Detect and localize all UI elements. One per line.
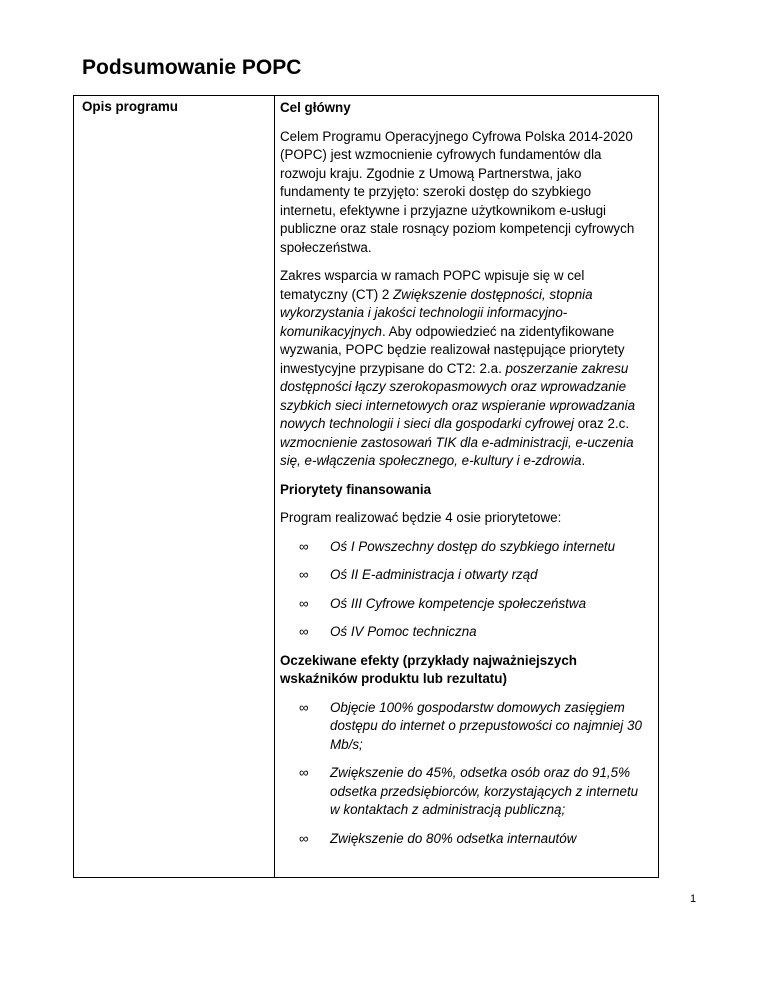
italic-run: poszerzanie zakresu dostępności łączy szerokopasmowych oraz wprowadzanie szybkich sieci internetowych oraz wspieranie wprowadzania nowych technologii i sieci dla gospodarki cyfrowej xyxy=(280,360,636,431)
list-item xyxy=(280,699,650,755)
right-column-content xyxy=(280,99,650,858)
list-item-text: Oś III Cyfrowe kompetencje społeczeństwa xyxy=(330,595,587,611)
bullet-icon: ∞ xyxy=(299,830,309,846)
section-heading-priorytety: Priorytety finansowania xyxy=(280,481,432,497)
paragraph-priorytety-intro: Program realizować będzie 4 osie priorytetowe: xyxy=(280,510,562,525)
list-item-text: Objęcie 100% gospodarstw domowych zasięgiem dostępu do internet o przepustowości co najmniej 30 Mb/s; xyxy=(330,699,642,752)
list-item xyxy=(280,764,650,820)
list-item xyxy=(280,830,650,849)
left-column-header: Opis programu xyxy=(82,99,178,114)
text-run: oraz 2.c. xyxy=(574,416,630,431)
bullet-icon: ∞ xyxy=(299,538,309,554)
effects-list xyxy=(280,699,650,849)
list-item xyxy=(280,623,650,642)
section-heading-cel: Cel główny xyxy=(280,100,351,115)
list-item-text: Oś IV Pomoc techniczna xyxy=(330,624,477,639)
list-item xyxy=(280,566,650,585)
priority-axes-list xyxy=(280,538,650,642)
program-table xyxy=(73,95,659,878)
paragraph-cel-2 xyxy=(280,267,650,471)
text-run: . xyxy=(581,453,586,468)
list-item-text: Oś II E-administracja i otwarty rząd xyxy=(330,567,538,582)
column-divider xyxy=(274,96,275,877)
italic-run: Zwiększenie dostępności, stopnia wykorzystania i jakości technologii informacyjno-komunikacyjnych xyxy=(280,286,593,339)
paragraph-cel-1: Celem Programu Operacyjnego Cyfrowa Polska 2014-2020 (POPC) jest wzmocnienie cyfrowych fundamentów dla rozwoju kraju. Zgodnie z Umową Partnerstwa, jako fundamenty te przyjęto: szeroki dostęp do szybkiego internetu, efektywne i przyjazne użytkownikom e-usługi publiczne oraz stale rosnący poziom kompetencji cyfrowych społeczeństwa. xyxy=(280,128,635,255)
list-item-text: Zwiększenie do 45%, odsetka osób oraz do 91,5% odsetka przedsiębiorców, korzystających z internetu w kontaktach z administracją publiczną; xyxy=(330,765,639,817)
list-item xyxy=(280,538,650,557)
list-item-text: Oś I Powszechny dostęp do szybkiego internetu xyxy=(330,538,616,554)
list-item-text: Zwiększenie do 80% odsetka internautów xyxy=(330,830,577,846)
page-title: Podsumowanie POPC xyxy=(82,56,302,79)
bullet-icon: ∞ xyxy=(299,699,309,715)
bullet-icon: ∞ xyxy=(299,624,309,639)
text-run: Zakres wsparcia w ramach POPC wpisuje się w cel tematyczny (CT) 2 xyxy=(280,268,585,302)
text-run: . Aby odpowiedzieć na zidentyfikowane wyzwania, POPC będzie realizował następujące priorytety inwestycyjne przypisane do CT2: 2.a. xyxy=(280,323,625,376)
bullet-icon: ∞ xyxy=(299,595,309,611)
bullet-icon: ∞ xyxy=(299,567,309,582)
bullet-icon: ∞ xyxy=(299,765,309,780)
section-heading-efekty: Oczekiwane efekty (przykłady najważniejszych wskaźników produktu lub rezultatu) xyxy=(280,652,577,686)
page-number: 1 xyxy=(690,893,697,905)
list-item xyxy=(280,595,650,614)
italic-run: wzmocnienie zastosowań TIK dla e-administracji, e-uczenia się, e-włączenia społecznego, e-kultury i e-zdrowia xyxy=(280,434,634,468)
